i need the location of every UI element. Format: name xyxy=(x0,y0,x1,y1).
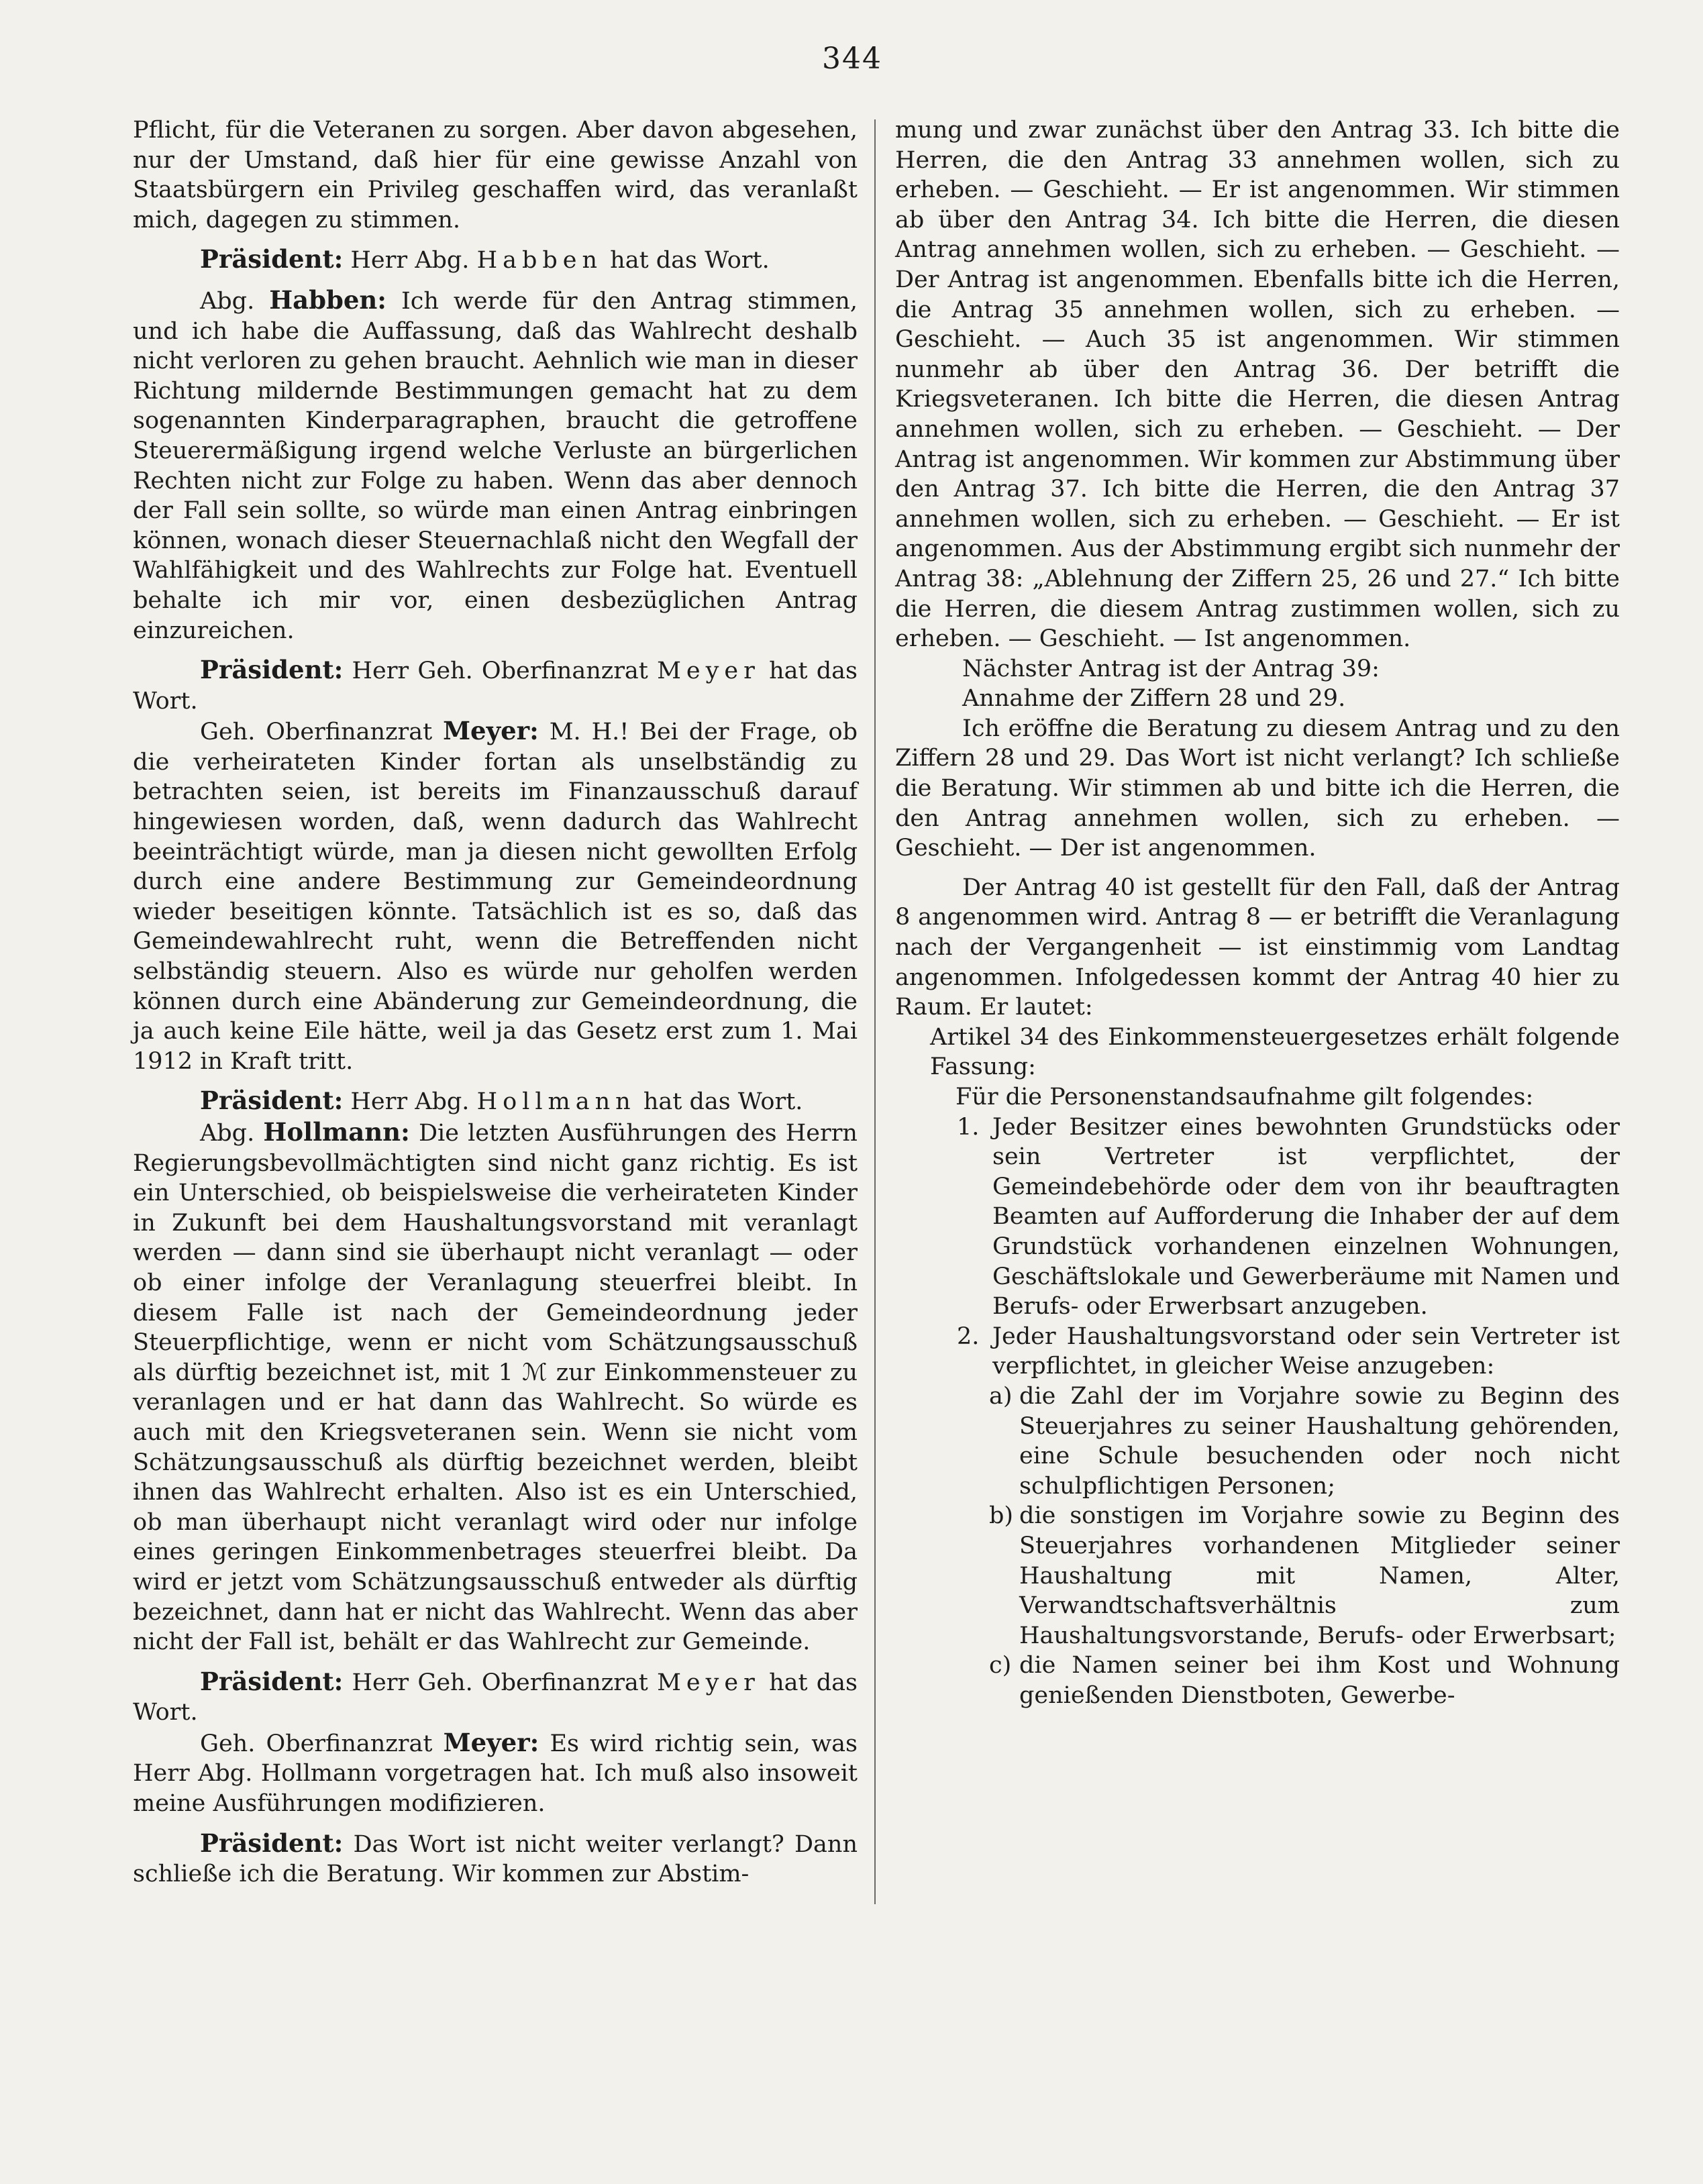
remark-text: hat das Wort. xyxy=(610,247,770,274)
list-item xyxy=(895,1322,1620,1382)
speaker-label: Habben: xyxy=(269,284,386,315)
list-lead: Für die Personenstandsaufnahme gilt folgendes: xyxy=(956,1084,1534,1110)
sub-item-mark: a) xyxy=(989,1382,1013,1410)
speaker-label: Meyer: xyxy=(443,716,539,746)
page-number: 344 xyxy=(822,42,882,76)
speech-paragraph xyxy=(133,1728,858,1819)
list-item-text: Jeder Besitzer eines bewohnten Grundstücks oder sein Vertreter ist verpflichtet, der Gemeindebehörde oder dem von ihr beauftragten Beamten auf Aufforderung die Inhaber der auf dem Grundstück vorhandenen einzelnen Wohnungen, Geschäftslokale und Gewerberäume mit Namen und Berufs- oder Erwerbsart anzugeben. xyxy=(992,1113,1620,1320)
left-column xyxy=(133,115,858,2128)
remark-text: Das Wort ist nicht weiter verlangt? Dann schließe ich die Beratung. Wir kommen zur Abstim- xyxy=(133,1830,858,1888)
speaker-label: Präsident: xyxy=(200,244,344,274)
list-item xyxy=(895,1112,1620,1322)
list-item-text: Jeder Haushaltungsvorstand oder sein Vertreter ist verpflichtet, in gleicher Weise anzugeben: xyxy=(992,1322,1620,1380)
speaker-name: Meyer xyxy=(657,1669,760,1696)
remark-text: hat das Wort. xyxy=(133,1669,858,1726)
article-heading xyxy=(895,1023,1620,1082)
sub-item xyxy=(895,1651,1620,1710)
sub-item xyxy=(895,1382,1620,1501)
speech-paragraph xyxy=(133,285,858,645)
remark-text: hat das Wort. xyxy=(643,1088,803,1116)
president-remark xyxy=(133,244,858,276)
remark-text: hat das Wort. xyxy=(133,658,858,715)
continuation-paragraph xyxy=(133,115,858,235)
remark-prefix: Herr Abg. xyxy=(350,1088,470,1116)
president-remark xyxy=(133,655,858,716)
president-remark xyxy=(133,1828,858,1889)
sub-item-mark: c) xyxy=(989,1652,1012,1679)
speaker-title: Abg. xyxy=(200,287,255,315)
president-remark xyxy=(133,1086,858,1117)
speech-text: Die letzten Ausführungen des Herrn Regierungsbevollmächtigten sind nicht ganz richtig. Es ist ein Unterschied, ob beispielsweise die verheirateten Kinder in Zukunft bei dem Haushaltungsvorstand mit veranlagt werden — dann sind sie überhaupt nicht veranlagt — oder ob einer infolge der Veranlagung steuerfrei bleibt. In diesem Falle ist nach der Gemeindeordnung jeder Steuerpflichtige, wenn er nicht vom Schätzungsausschuß als dürftig bezeichnet ist, mit 1 ℳ zur Einkommensteuer zu veranlagen und er hat dann das Wahlrecht. So würde es auch mit den Kriegsveteranen sein. Wenn sie nicht vom Schätzungsausschuß als dürftig bezeichnet werden, bleibt ihnen das Wahlrecht erhalten. Also ist es ein Unterschied, ob man überhaupt nicht veranlagt wird oder nur infolge eines geringen Einkommenbetrages steuerfrei bleibt. Da wird er jetzt vom Schätzungsausschuß entweder als dürftig bezeichnet, dann hat er nicht das Wahlrecht. Wenn das aber nicht der Fall ist, behält er das Wahlrecht zur Gemeinde. xyxy=(133,1120,858,1656)
speech-paragraph xyxy=(133,1117,858,1657)
antrag-40-paragraph: Der Antrag 40 ist gestellt für den Fall, daß der Antrag 8 angenommen wird. Antrag 8 — er betrifft die Veranlagung nach der Vergangenheit — ist einstimmig vom Landtag angenommen. Infolgedessen kommt der Antrag 40 hier zu Raum. Er lautet: xyxy=(895,874,1620,1021)
speaker-title: Geh. Oberfinanzrat xyxy=(200,1730,433,1757)
speaker-label: Präsident: xyxy=(200,655,344,685)
speaker-name: Habben xyxy=(476,247,603,274)
next-motion: Nächster Antrag ist der Antrag 39: xyxy=(962,655,1380,682)
sub-item xyxy=(895,1501,1620,1651)
list-number: 2. xyxy=(957,1322,980,1350)
speaker-label: Präsident: xyxy=(200,1828,344,1858)
remark-prefix: Herr Geh. Oberfinanzrat xyxy=(352,658,648,685)
president-remark xyxy=(133,1667,858,1728)
motion-text: Annahme der Ziffern 28 und 29. xyxy=(962,685,1346,713)
sub-item-text: die Namen seiner bei ihm Kost und Wohnung genießenden Dienstboten, Gewerbe- xyxy=(1019,1652,1620,1709)
remark-prefix: Herr Geh. Oberfinanzrat xyxy=(352,1669,648,1696)
remark-prefix: Herr Abg. xyxy=(350,247,470,274)
right-column xyxy=(895,115,1620,2128)
speech-text: Ich werde für den Antrag stimmen, und ich habe die Auffassung, daß das Wahlrecht deshalb nicht verloren zu gehen braucht. Aehnlich wie man in dieser Richtung mildernde Bestimmungen gemacht hat zu dem sogenannten Kinderparagraphen, braucht die getroffene Steuerermäßigung irgend welche Verluste an bürgerlichen Rechten nicht zur Folge zu haben. Wenn das aber dennoch der Fall sein sollte, so würde man einen Antrag einbringen können, wonach dieser Steuernachlaß nicht den Wegfall der Wahlfähigkeit und des Wahlrechts zur Folge hat. Eventuell behalte ich mir vor, einen desbezüglichen Antrag einzureichen. xyxy=(133,287,858,644)
speech-text: M. H.! Bei der Frage, ob die verheirateten Kinder fortan als unselbständig zu betrachten seien, ist bereits im Finanzausschuß darauf hingewiesen worden, daß, wenn dadurch das Wahlrecht beeinträchtigt würde, man ja diesen nicht gewollten Erfolg durch eine andere Bestimmung zur Gemeindeordnung wieder beseitigen könnte. Tatsächlich ist es so, daß das Gemeindewahlrecht ruht, wenn die Betreffenden nicht selbständig steuern. Also es würde nur geholfen werden können durch eine Abänderung zur Gemeindeordnung, die ja auch keine Eile hätte, weil ja das Gesetz erst zum 1. Mai 1912 in Kraft tritt. xyxy=(133,719,858,1075)
column-divider xyxy=(874,119,876,1904)
paragraph-text: Pflicht, für die Veteranen zu sorgen. Aber davon abgesehen, nur der Umstand, daß hier für eine gewisse Anzahl von Staatsbürgern ein Privileg geschaffen wird, das veranlaßt mich, dagegen zu stimmen. xyxy=(133,117,858,233)
speech-paragraph xyxy=(133,716,858,1076)
vote-paragraph: mung und zwar zunächst über den Antrag 33. Ich bitte die Herren, die den Antrag 33 annehmen wollen, sich zu erheben. — Geschieht. — Er ist angenommen. Wir stimmen ab über den Antrag 34. Ich bitte die Herren, die diesen Antrag annehmen wollen, sich zu erheben. — Geschieht. — Der Antrag ist angenommen. Ebenfalls bitte ich die Herren, die Antrag 35 annehmen wollen, sich zu erheben. — Geschieht. — Auch 35 ist angenommen. Wir stimmen nunmehr ab über den Antrag 36. Der betrifft die Kriegsveteranen. Ich bitte die Herren, die diesen Antrag annehmen wollen, sich zu erheben. — Geschieht. — Der Antrag ist angenommen. Wir kommen zur Abstimmung über den Antrag 37. Ich bitte die Herren, die den Antrag 37 annehmen wollen, sich zu erheben. — Geschieht. — Er ist angenommen. Aus der Abstimmung ergibt sich nunmehr der Antrag 38: „Ablehnung der Ziffern 25, 26 und 27.“ Ich bitte die Herren, die diesem Antrag zustimmen wollen, sich zu erheben. — Geschieht. — Ist angenommen. xyxy=(895,117,1620,653)
speaker-label: Präsident: xyxy=(200,1666,344,1696)
list-number: 1. xyxy=(957,1113,980,1141)
speaker-label: Meyer: xyxy=(443,1727,539,1757)
open-debate-paragraph: Ich eröffne die Beratung zu diesem Antrag und zu den Ziffern 28 und 29. Das Wort ist nicht verlangt? Ich schließe die Beratung. Wir stimmen ab und bitte ich die Herren, die den Antrag annehmen wollen, sich zu erheben. — Geschieht. — Der ist angenommen. xyxy=(895,715,1620,862)
speaker-name: Hollmann xyxy=(476,1088,636,1116)
speech-text: Es wird richtig sein, was Herr Abg. Hollmann vorgetragen hat. Ich muß also insoweit meine Ausführungen modifizieren. xyxy=(133,1730,858,1818)
sub-item-text: die Zahl der im Vorjahre sowie zu Beginn des Steuerjahres zu seiner Haushaltung gehörenden, eine Schule besuchenden oder noch nicht schulpflichtigen Personen; xyxy=(1019,1382,1620,1500)
article-text: Artikel 34 des Einkommensteuergesetzes erhält folgende Fassung: xyxy=(930,1023,1620,1081)
speaker-label: Präsident: xyxy=(200,1086,344,1116)
speaker-title: Geh. Oberfinanzrat xyxy=(200,719,433,746)
speaker-title: Abg. xyxy=(200,1120,255,1147)
sub-item-text: die sonstigen im Vorjahre sowie zu Beginn des Steuerjahres vorhandenen Mitglieder seiner Haushaltung mit Namen, Alter, Verwandtschaftsverhältnis zum Haushaltungsvorstande, Berufs- oder Erwerbsart; xyxy=(1019,1502,1620,1649)
speaker-label: Hollmann: xyxy=(263,1117,410,1147)
speaker-name: Meyer xyxy=(657,658,760,685)
sub-item-mark: b) xyxy=(989,1502,1014,1530)
